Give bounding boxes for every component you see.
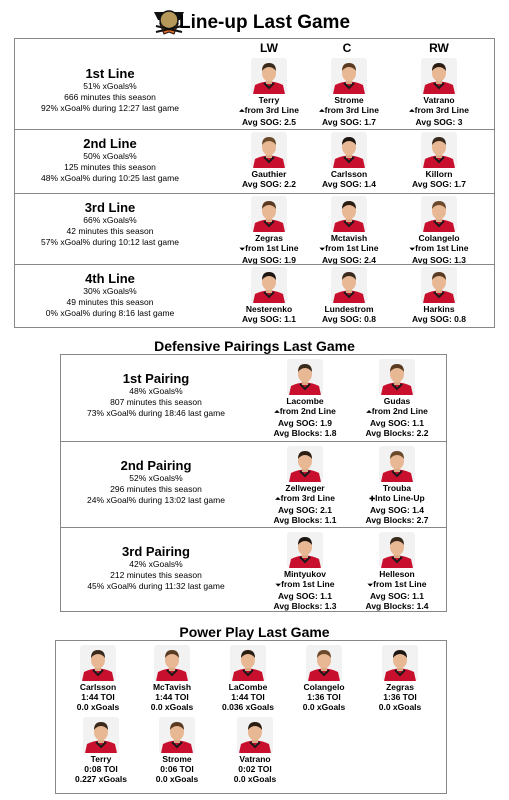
player-toi <box>130 692 214 702</box>
player-sog-text: Avg SOG: 0.8 <box>411 314 466 324</box>
defense-section-title: Defensive Pairings Last Game <box>154 338 355 354</box>
unit-xgoals: 66% xGoals% <box>83 215 137 225</box>
player-card <box>299 58 399 127</box>
forward-line-row <box>15 129 494 193</box>
player-card <box>255 359 355 438</box>
player-headshot <box>251 132 287 168</box>
up-arrow-icon: ⏶ <box>239 108 245 115</box>
player-name: Terry <box>258 95 280 105</box>
player-headshot <box>331 267 367 303</box>
unit-name: 2nd Pairing <box>120 458 192 473</box>
unit-minutes: 807 minutes this season <box>110 397 202 407</box>
unit-xgoals: 50% xGoals% <box>83 151 137 161</box>
player-headshot <box>237 717 273 753</box>
header <box>0 6 509 36</box>
player-headshot <box>83 717 119 753</box>
player-toi <box>213 764 297 774</box>
player-xgoals-text: 0.0 xGoals <box>76 702 120 712</box>
player-card <box>299 267 399 324</box>
player-blocks-text: Avg Blocks: 1.8 <box>273 428 337 438</box>
player-sog <box>255 505 355 515</box>
player-xgoals <box>282 702 366 712</box>
unit-name: 1st Pairing <box>122 371 190 386</box>
player-sog <box>299 117 399 127</box>
page-title: Line-up Last Game <box>178 12 351 33</box>
player-headshot <box>379 359 415 395</box>
player-headshot <box>251 58 287 94</box>
player-sog-text: Avg SOG: 1.7 <box>411 179 466 189</box>
player-movement <box>347 579 447 591</box>
player-name: Carlsson <box>79 682 117 692</box>
player-headshot <box>421 58 457 94</box>
player-xgoals <box>59 774 143 784</box>
player-blocks-text: Avg Blocks: 1.4 <box>365 601 429 611</box>
player-xgoals <box>135 774 219 784</box>
player-card <box>358 645 442 712</box>
player-sog-text: Avg SOG: 1.4 <box>321 179 376 189</box>
unit-last-game: 45% xGoal% during 11:32 last game <box>87 581 225 591</box>
player-movement <box>299 243 399 255</box>
player-sog <box>389 179 489 189</box>
unit-minutes: 296 minutes this season <box>110 484 202 494</box>
player-xgoals <box>358 702 442 712</box>
player-name: Harkins <box>423 304 455 314</box>
up-arrow-icon: ⏶ <box>319 108 325 115</box>
player-toi-text: 0:08 TOI <box>84 764 118 774</box>
up-arrow-icon: ⏶ <box>274 409 280 416</box>
player-name: LaCombe <box>228 682 268 692</box>
unit-summary <box>17 200 203 248</box>
unit-xgoals: 42% xGoals% <box>129 559 183 569</box>
player-movement-text: from 3rd Line <box>244 105 299 115</box>
player-blocks-text: Avg Blocks: 2.7 <box>365 515 429 525</box>
unit-xgoals: 52% xGoals% <box>129 473 183 483</box>
player-name: Zellweger <box>285 483 325 493</box>
player-name: Carlsson <box>330 169 368 179</box>
player-toi-text: 1:36 TOI <box>307 692 341 702</box>
unit-minutes: 49 minutes this season <box>66 297 154 307</box>
player-sog-text: Avg SOG: 3 <box>415 117 463 127</box>
plus-icon: ✚ <box>369 496 376 503</box>
unit-summary <box>17 136 203 184</box>
player-movement <box>299 105 399 117</box>
player-toi <box>358 692 442 702</box>
player-toi-text: 1:44 TOI <box>231 692 265 702</box>
player-name: Nesterenko <box>245 304 293 314</box>
player-card <box>389 267 489 324</box>
player-sog <box>389 117 489 127</box>
unit-summary <box>63 458 249 506</box>
player-blocks <box>347 515 447 525</box>
player-name: Strome <box>162 754 192 764</box>
player-headshot <box>379 446 415 482</box>
player-name: Gauthier <box>251 169 287 179</box>
down-arrow-icon: ⏷ <box>367 582 374 589</box>
player-sog-text: Avg SOG: 1.7 <box>321 117 376 127</box>
player-headshot <box>306 645 342 681</box>
power-play-section-title: Power Play Last Game <box>179 624 330 640</box>
unit-last-game: 0% xGoal% during 8:16 last game <box>45 308 175 318</box>
player-card <box>299 196 399 265</box>
player-sog-text: Avg SOG: 0.8 <box>321 314 376 324</box>
player-sog-text: Avg SOG: 1.4 <box>369 505 424 515</box>
player-headshot <box>251 196 287 232</box>
player-sog <box>299 314 399 324</box>
player-movement-text: from 1st Line <box>325 243 379 253</box>
player-name: Trouba <box>382 483 412 493</box>
unit-minutes: 125 minutes this season <box>64 162 156 172</box>
down-arrow-icon: ⏷ <box>275 582 282 589</box>
player-name: Gudas <box>383 396 411 406</box>
player-headshot <box>421 196 457 232</box>
player-xgoals-text: 0.0 xGoals <box>302 702 346 712</box>
player-movement-text: Into Line-Up <box>375 493 425 503</box>
defensive-pairings-table <box>60 354 447 612</box>
player-card <box>213 717 297 784</box>
unit-summary <box>63 544 249 592</box>
player-movement-text: from 3rd Line <box>280 493 335 503</box>
player-toi-text: 1:44 TOI <box>81 692 115 702</box>
player-card <box>130 645 214 712</box>
player-xgoals <box>130 702 214 712</box>
unit-last-game: 24% xGoal% during 13:02 last game <box>87 495 225 505</box>
unit-last-game: 48% xGoal% during 10:25 last game <box>41 173 179 183</box>
player-movement-text: from 2nd Line <box>279 406 336 416</box>
player-blocks <box>255 515 355 525</box>
player-toi-text: 0:02 TOI <box>238 764 272 774</box>
player-name: Colangelo <box>418 233 460 243</box>
unit-summary <box>17 66 203 114</box>
player-sog-text: Avg SOG: 1.1 <box>369 418 424 428</box>
unit-xgoals: 48% xGoals% <box>129 386 183 396</box>
player-card <box>299 132 399 189</box>
player-sog <box>255 591 355 601</box>
player-blocks <box>347 601 447 611</box>
player-headshot <box>379 532 415 568</box>
column-header-lw: LW <box>260 41 278 55</box>
player-card <box>255 532 355 611</box>
player-sog-text: Avg SOG: 2.4 <box>321 255 376 265</box>
defense-pair-row <box>61 355 446 441</box>
player-headshot <box>251 267 287 303</box>
unit-last-game: 57% xGoal% during 10:12 last game <box>41 237 179 247</box>
player-headshot <box>287 446 323 482</box>
player-toi <box>59 764 143 774</box>
player-movement-text: from 1st Line <box>415 243 469 253</box>
player-headshot <box>331 58 367 94</box>
unit-minutes: 212 minutes this season <box>110 570 202 580</box>
forward-line-row <box>15 193 494 264</box>
player-sog <box>389 314 489 324</box>
unit-summary <box>17 271 203 319</box>
player-sog-text: Avg SOG: 1.1 <box>369 591 424 601</box>
defense-pair-row <box>61 527 446 613</box>
player-card <box>255 446 355 525</box>
player-movement-text: from 3rd Line <box>414 105 469 115</box>
player-movement <box>347 406 447 418</box>
player-name: Vatrano <box>239 754 271 764</box>
player-name: McTavish <box>152 682 192 692</box>
column-header-c: C <box>342 41 352 55</box>
player-name: Terry <box>90 754 112 764</box>
player-movement-text: from 2nd Line <box>371 406 428 416</box>
player-movement <box>255 579 355 591</box>
player-xgoals-text: 0.0 xGoals <box>155 774 199 784</box>
player-sog <box>255 418 355 428</box>
player-name: Lacombe <box>286 396 324 406</box>
forward-lines-table <box>14 38 495 328</box>
column-header-rw: RW <box>429 41 449 55</box>
player-toi-text: 0:06 TOI <box>160 764 194 774</box>
player-sog <box>347 591 447 601</box>
unit-last-game: 92% xGoal% during 12:27 last game <box>41 103 179 113</box>
player-sog <box>347 418 447 428</box>
down-arrow-icon: ⏷ <box>409 246 416 253</box>
player-toi <box>206 692 290 702</box>
player-card <box>347 532 447 611</box>
player-xgoals <box>213 774 297 784</box>
player-card <box>389 58 489 127</box>
unit-name: 1st Line <box>85 66 135 81</box>
unit-last-game: 73% xGoal% during 18:46 last game <box>87 408 225 418</box>
player-xgoals <box>56 702 140 712</box>
player-card <box>135 717 219 784</box>
player-xgoals-text: 0.0 xGoals <box>378 702 422 712</box>
player-name: Lundestrom <box>324 304 374 314</box>
player-name: Zegras <box>386 682 414 692</box>
unit-minutes: 42 minutes this season <box>66 226 154 236</box>
player-movement-text: from 1st Line <box>245 243 299 253</box>
player-card <box>206 645 290 712</box>
player-sog <box>299 179 399 189</box>
player-xgoals-text: 0.227 xGoals <box>75 774 127 784</box>
player-headshot <box>421 132 457 168</box>
player-card <box>347 446 447 525</box>
player-headshot <box>331 196 367 232</box>
player-toi-text: 1:36 TOI <box>383 692 417 702</box>
player-headshot <box>287 359 323 395</box>
player-card <box>59 717 143 784</box>
player-headshot <box>421 267 457 303</box>
down-arrow-icon: ⏷ <box>319 246 326 253</box>
forward-line-row <box>15 56 494 129</box>
player-headshot <box>331 132 367 168</box>
unit-name: 2nd Line <box>83 136 137 151</box>
player-blocks-text: Avg Blocks: 2.2 <box>365 428 429 438</box>
player-blocks <box>255 428 355 438</box>
player-headshot <box>382 645 418 681</box>
player-name: Zegras <box>255 233 283 243</box>
player-xgoals <box>206 702 290 712</box>
player-headshot <box>159 717 195 753</box>
player-sog <box>347 505 447 515</box>
player-toi-text: 1:44 TOI <box>155 692 189 702</box>
player-movement-text: from 1st Line <box>281 579 335 589</box>
player-card <box>389 132 489 189</box>
forward-line-row <box>15 264 494 328</box>
player-name: Vatrano <box>423 95 455 105</box>
unit-xgoals: 30% xGoals% <box>83 286 137 296</box>
down-arrow-icon: ⏷ <box>239 246 246 253</box>
player-sog-text: Avg SOG: 1.9 <box>241 255 296 265</box>
player-name: Mintyukov <box>283 569 327 579</box>
player-xgoals-text: 0.0 xGoals <box>233 774 277 784</box>
player-movement <box>255 406 355 418</box>
player-headshot <box>230 645 266 681</box>
player-toi <box>282 692 366 702</box>
up-arrow-icon: ⏶ <box>409 108 415 115</box>
player-headshot <box>154 645 190 681</box>
up-arrow-icon: ⏶ <box>275 496 281 503</box>
player-name: Colangelo <box>303 682 345 692</box>
unit-name: 4th Line <box>85 271 135 286</box>
up-arrow-icon: ⏶ <box>366 409 372 416</box>
power-play-table <box>55 640 447 794</box>
player-movement <box>255 493 355 505</box>
player-sog-text: Avg SOG: 1.1 <box>241 314 296 324</box>
player-name: Killorn <box>425 169 453 179</box>
player-toi <box>56 692 140 702</box>
player-blocks <box>255 601 355 611</box>
player-movement-text: from 3rd Line <box>324 105 379 115</box>
player-sog-text: Avg SOG: 1.1 <box>277 591 332 601</box>
player-sog-text: Avg SOG: 1.9 <box>277 418 332 428</box>
player-sog-text: Avg SOG: 2.1 <box>277 505 332 515</box>
player-blocks-text: Avg Blocks: 1.3 <box>273 601 337 611</box>
player-headshot <box>287 532 323 568</box>
player-sog-text: Avg SOG: 2.5 <box>241 117 296 127</box>
player-card <box>56 645 140 712</box>
player-headshot <box>80 645 116 681</box>
player-sog-text: Avg SOG: 2.2 <box>241 179 296 189</box>
unit-xgoals: 51% xGoals% <box>83 81 137 91</box>
player-movement <box>347 493 447 505</box>
player-xgoals-text: 0.036 xGoals <box>222 702 274 712</box>
player-blocks <box>347 428 447 438</box>
player-xgoals-text: 0.0 xGoals <box>150 702 194 712</box>
player-name: Helleson <box>379 569 415 579</box>
player-sog-text: Avg SOG: 1.3 <box>411 255 466 265</box>
player-blocks-text: Avg Blocks: 1.1 <box>273 515 337 525</box>
player-card <box>389 196 489 265</box>
player-movement-text: from 1st Line <box>373 579 427 589</box>
unit-name: 3rd Pairing <box>122 544 190 559</box>
player-movement <box>389 105 489 117</box>
player-card <box>347 359 447 438</box>
player-movement <box>389 243 489 255</box>
player-name: Strome <box>334 95 364 105</box>
player-name: Mctavish <box>330 233 368 243</box>
defense-pair-row <box>61 441 446 527</box>
unit-summary <box>63 371 249 419</box>
unit-minutes: 666 minutes this season <box>64 92 156 102</box>
player-toi <box>135 764 219 774</box>
player-card <box>282 645 366 712</box>
unit-name: 3rd Line <box>84 200 136 215</box>
